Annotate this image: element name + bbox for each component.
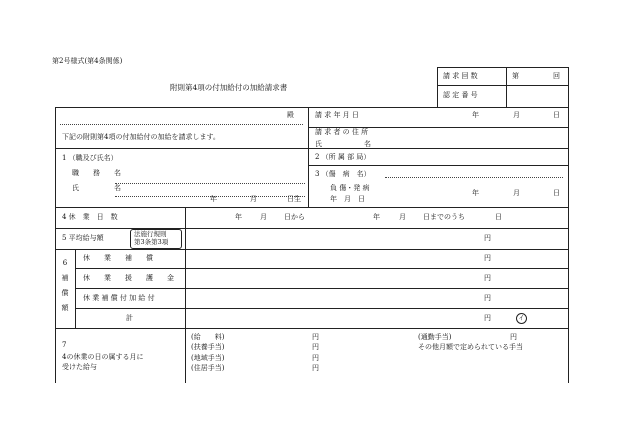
birth-day: 日生 [287, 195, 301, 203]
leave-from-year: 年 [235, 213, 242, 221]
regional-allowance-unit: 円 [312, 354, 319, 362]
claim-date-label: 請 求 年 月 日 [315, 111, 359, 119]
claim-count-suffix: 回 [553, 72, 560, 80]
reg-ref-line1: 法施行規則 [134, 230, 167, 238]
job-title-label: 職 務 名 [72, 169, 121, 177]
section7-label-2: 受けた給与 [62, 363, 97, 371]
commute-allowance-label: (通勤手当) [418, 333, 452, 341]
claim-date-month: 月 [513, 111, 520, 119]
injury-day: 日 [553, 189, 560, 197]
employee-name-label: 氏 名 [72, 184, 121, 192]
form-title: 附則第4項の付加給付の加給請求書 [170, 83, 288, 92]
injury-year: 年 [472, 189, 479, 197]
reg-ref-line2: 第3条第3項 [134, 238, 169, 246]
salary-label: (給 料) [191, 333, 225, 341]
claim-date-year: 年 [472, 111, 479, 119]
leave-compensation-label: 休 業 補 償 [83, 254, 153, 262]
section2-label: 2 （所 属 部 局） [315, 153, 371, 161]
leave-aid-unit: 円 [484, 274, 491, 282]
section6-label: 6 補 償 額 [61, 259, 69, 312]
total-mark: イ [516, 313, 527, 324]
commute-allowance-unit: 円 [510, 333, 517, 341]
regional-allowance-label: (地域手当) [191, 354, 225, 362]
total-unit: 円 [484, 314, 491, 322]
section7-label-1: 4の休業の日の属する月に [62, 353, 144, 361]
leave-to-month: 月 [399, 213, 406, 221]
claimant-address-label: 請 求 者 の 住 所 [315, 128, 369, 136]
salary-unit: 円 [312, 333, 319, 341]
other-allowance-label: その他月額で定められている手当 [418, 343, 523, 351]
addressee-honorific: 殿 [287, 111, 294, 119]
claim-count-prefix: 第 [512, 72, 519, 80]
form-id: 第2号様式(第4条関係) [52, 57, 123, 65]
dependent-allowance-unit: 円 [312, 343, 319, 351]
housing-allowance-label: (住居手当) [191, 364, 225, 372]
leave-from-month: 月 [260, 213, 267, 221]
leave-days-unit: 日 [495, 213, 502, 221]
leave-supplement-label: 休 業 補 償 付 加 給 付 [83, 294, 155, 302]
leave-to-year: 年 [373, 213, 380, 221]
claim-count-label: 請 求 回 数 [443, 72, 478, 80]
cert-number-label: 認 定 番 号 [443, 91, 478, 99]
leave-from-day: 日から [284, 213, 305, 221]
injury-date-label-2: 年 月 日 [330, 195, 365, 203]
leave-aid-label: 休 業 援 護 金 [83, 274, 174, 282]
claimant-name-label: 氏 名 [315, 140, 371, 148]
section4-label: 4 休 業 日 数 [62, 213, 118, 221]
total-label: 計 [126, 314, 133, 322]
claim-date-day: 日 [553, 111, 560, 119]
section3-label: 3 （傷 病 名） [315, 170, 371, 178]
section1-label: 1 （職及び氏名） [62, 154, 118, 162]
request-text: 下記の附則第4項の付加給付の加給を請求します。 [62, 133, 220, 141]
avg-salary-unit: 円 [484, 234, 491, 242]
section5-label: 5 平均給与額 [62, 234, 104, 242]
birth-year: 年 [210, 195, 217, 203]
section7-number: 7 [62, 341, 67, 349]
leave-to-day: 日までのうち [423, 213, 465, 221]
injury-date-label: 負 傷・発 病 [330, 184, 370, 192]
dependent-allowance-label: (扶養手当) [191, 343, 225, 351]
leave-compensation-unit: 円 [484, 254, 491, 262]
birth-month: 月 [250, 195, 257, 203]
injury-month: 月 [513, 189, 520, 197]
housing-allowance-unit: 円 [312, 364, 319, 372]
leave-supplement-unit: 円 [484, 294, 491, 302]
